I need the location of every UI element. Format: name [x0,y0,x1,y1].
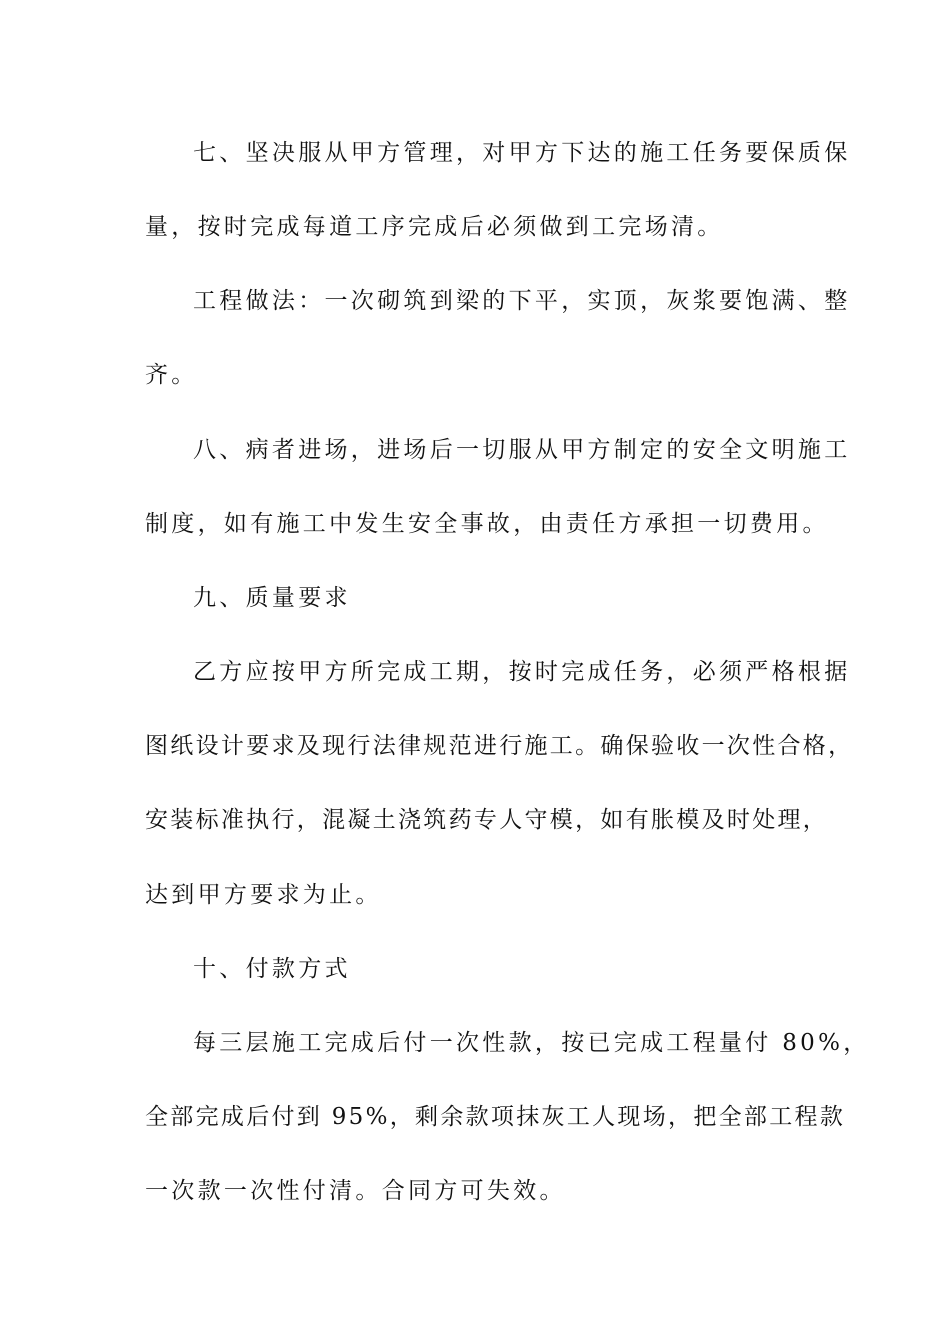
paragraph-line: 全部完成后付到 95%，剩余款项抹灰工人现场，把全部工程款 [145,1104,846,1130]
paragraph-line: 八、病者进场，进场后一切服从甲方制定的安全文明施工 [193,437,851,463]
paragraph-line: 每三层施工完成后付一次性款，按已完成工程量付 80%， [193,1030,870,1056]
paragraph-line: 达到甲方要求为止。 [145,882,382,908]
paragraph-line: 齐。 [145,362,198,388]
paragraph-line: 乙方应按甲方所完成工期，按时完成任务，必须严格根据 [193,659,851,685]
paragraph-line: 图纸设计要求及现行法律规范进行施工。确保验收一次性合格， [145,733,854,759]
paragraph-line: 量，按时完成每道工序完成后必须做到工完场清。 [145,214,724,240]
paragraph-line: 制度，如有施工中发生安全事故，由责任方承担一切费用。 [145,511,829,537]
paragraph-line: 七、坚决服从甲方管理，对甲方下达的施工任务要保质保 [193,140,851,166]
paragraph-line: 工程做法：一次砌筑到梁的下平，实顶，灰浆要饱满、整 [193,288,851,314]
paragraph-line: 安装标准执行，混凝土浇筑药专人守模，如有胀模及时处理， [145,807,829,833]
section-heading: 十、付款方式 [193,956,351,982]
section-heading: 九、质量要求 [193,585,351,611]
paragraph-line: 一次款一次性付清。合同方可失效。 [145,1178,566,1204]
